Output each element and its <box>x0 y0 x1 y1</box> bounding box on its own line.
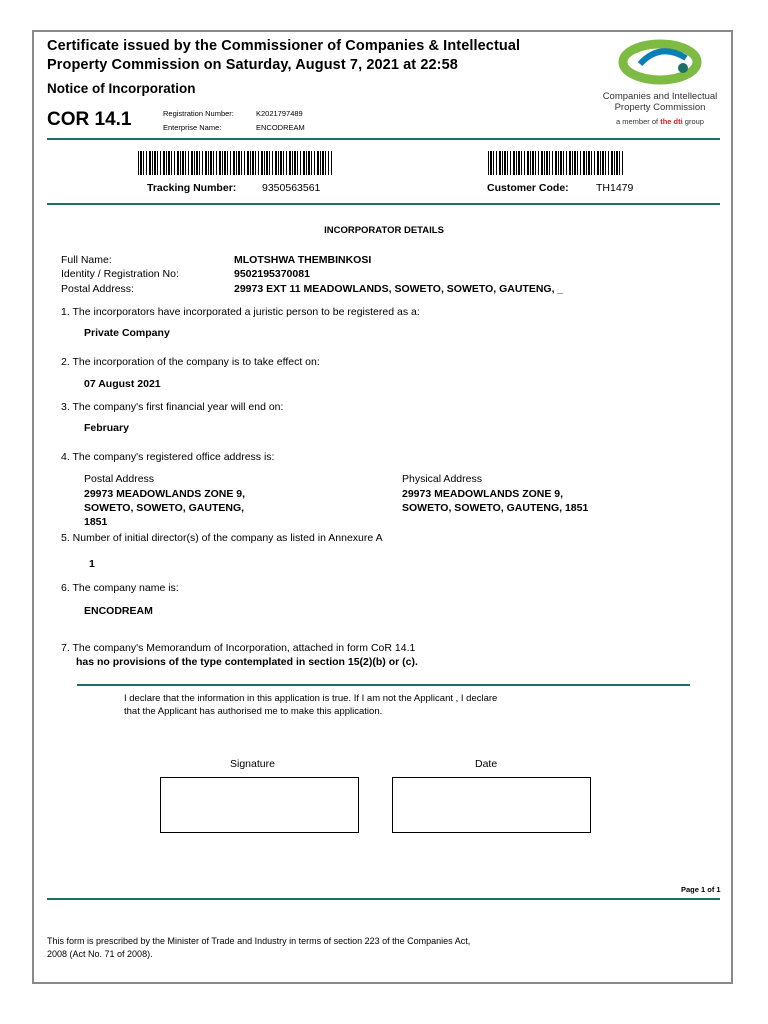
item-2-question: 2. The incorporation of the company is to take effect on: <box>61 356 320 368</box>
incorporator-details-heading: INCORPORATOR DETAILS <box>324 225 444 236</box>
logo-member-brand: the dti <box>660 117 683 126</box>
id-value: 9502195370081 <box>234 268 310 280</box>
item-1-question: 1. The incorporators have incorporated a juristic person to be registered as a: <box>61 306 420 318</box>
declaration-divider <box>77 684 690 686</box>
item-6-question: 6. The company name is: <box>61 582 179 594</box>
signature-label: Signature <box>230 758 275 770</box>
date-box[interactable] <box>392 777 591 833</box>
enterprise-name-label: Enterprise Name: <box>163 123 222 132</box>
cipc-logo-icon <box>600 38 720 86</box>
registration-number-value: K2021797489 <box>256 109 303 118</box>
item-2-answer: 07 August 2021 <box>84 378 161 390</box>
item-7-answer: has no provisions of the type contemplated in section 15(2)(b) or (c). <box>76 656 418 668</box>
item-6-answer: ENCODREAM <box>84 605 153 617</box>
logo-member-line <box>600 116 720 127</box>
logo-line2: Property Commission <box>614 102 706 113</box>
item-5-question: 5. Number of initial director(s) of the company as listed in Annexure A <box>61 532 383 544</box>
postal-address-line3: 1851 <box>84 516 108 528</box>
page-number: Page 1 of 1 <box>681 885 721 894</box>
signature-box[interactable] <box>160 777 359 833</box>
declaration-line2: that the Applicant has authorised me to make this application. <box>124 706 383 717</box>
full-name-value: MLOTSHWA THEMBINKOSI <box>234 254 372 266</box>
postal-address-heading: Postal Address <box>84 473 155 485</box>
footer-note-line2: 2008 (Act No. 71 of 2008). <box>47 949 153 959</box>
registration-number-label: Registration Number: <box>163 109 234 118</box>
physical-address-line1: 29973 MEADOWLANDS ZONE 9, <box>402 488 564 500</box>
form-code: COR 14.1 <box>47 109 132 130</box>
enterprise-name-value: ENCODREAM <box>256 123 305 132</box>
declaration-line1: I declare that the information in this application is true. If I am not the Applicant , I declare <box>124 693 498 704</box>
postal-address-value: 29973 EXT 11 MEADOWLANDS, SOWETO, SOWETO, GAUTENG, _ <box>234 283 564 295</box>
physical-address-heading: Physical Address <box>402 473 482 485</box>
postal-address-line1: 29973 MEADOWLANDS ZONE 9, <box>84 488 246 500</box>
customer-code-value: TH1479 <box>596 182 634 194</box>
notice-title: Notice of Incorporation <box>47 81 196 96</box>
item-3-question: 3. The company's first financial year will end on: <box>61 401 284 413</box>
postal-address-line2: SOWETO, SOWETO, GAUTENG, <box>84 502 245 514</box>
tracking-number-label: Tracking Number: <box>147 182 237 194</box>
footer-note-line1: This form is prescribed by the Minister of Trade and Industry in terms of section 223 of the Companies Act, <box>47 936 471 946</box>
id-label: Identity / Registration No: <box>61 268 179 280</box>
customer-code-label: Customer Code: <box>487 182 569 194</box>
postal-address-label: Postal Address: <box>61 283 134 295</box>
logo-line1: Companies and Intellectual <box>602 91 718 102</box>
footer-divider <box>47 898 720 900</box>
item-5-answer: 1 <box>89 558 95 570</box>
full-name-label: Full Name: <box>61 254 112 266</box>
item-4-question: 4. The company's registered office address is: <box>61 451 275 463</box>
tracking-number-value: 9350563561 <box>262 182 321 194</box>
physical-address-line2: SOWETO, SOWETO, GAUTENG, 1851 <box>402 502 589 514</box>
item-3-answer: February <box>84 422 129 434</box>
tracking-barcode <box>138 151 332 175</box>
tracking-divider <box>47 203 720 205</box>
certificate-title-line1: Certificate issued by the Commissioner of Companies & Intellectual <box>47 38 521 54</box>
date-label: Date <box>475 758 498 770</box>
item-7-question: 7. The company's Memorandum of Incorporation, attached in form CoR 14.1 <box>61 642 416 654</box>
certificate-title-line2: Property Commission on Saturday, August 7, 2021 at 22:58 <box>47 57 458 73</box>
logo-member-suffix: group <box>684 117 704 126</box>
customer-barcode <box>488 151 623 175</box>
item-1-answer: Private Company <box>84 327 170 339</box>
logo-member-prefix: a member of <box>616 117 659 126</box>
header-divider <box>47 138 720 140</box>
cipc-logo <box>600 38 720 128</box>
